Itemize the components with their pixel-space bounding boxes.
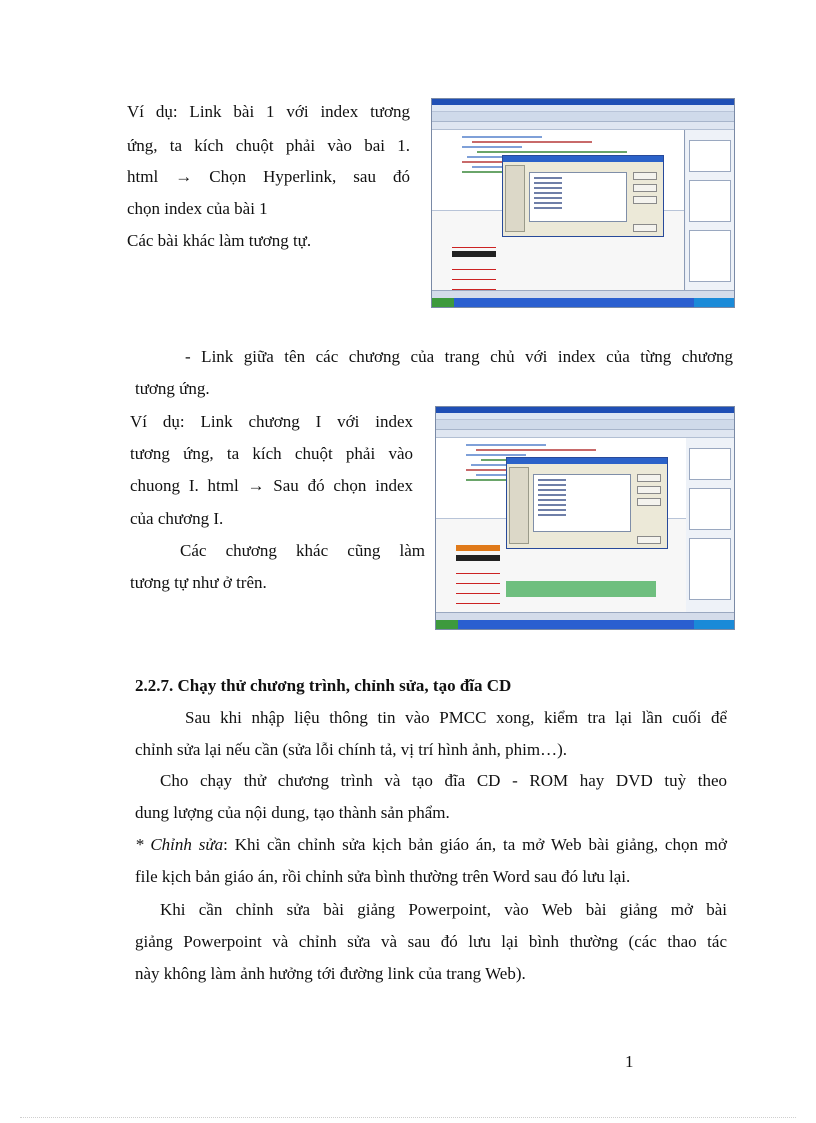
s2-line-1: Ví dụ: Link chương I với index	[130, 412, 413, 431]
s2-line-4: của chương I.	[130, 509, 224, 528]
s2-line-3: chuong I. html → Sau đó chọn index	[130, 476, 413, 495]
s3-p3-label: * Chỉnh sửa	[135, 835, 224, 854]
footer-divider	[20, 1117, 796, 1118]
screenshot-hyperlink-bai1	[431, 98, 735, 308]
page-number: 1	[625, 1052, 634, 1071]
s3-p1-line-1: Sau khi nhập liệu thông tin vào PMCC xong, kiểm tra lại lần cuối để	[185, 708, 727, 727]
s2-other-line-2: tương tự như ở trên.	[130, 573, 267, 592]
s1-other-line: Các bài khác làm tương tự.	[127, 231, 312, 250]
s3-p4-line-3: này không làm ảnh hưởng tới đường link của trang Web).	[135, 964, 526, 983]
s3-p3-rest: : Khi cần chỉnh sửa kịch bản giáo án, ta mở Web bài giảng, chọn mở	[223, 835, 727, 854]
s3-p1-line-2: chỉnh sửa lại nếu cần (sửa lỗi chính tả, vị trí hình ảnh, phim…).	[135, 740, 567, 759]
s1-line-2: ứng, ta kích chuột phải vào bai 1.	[127, 136, 410, 155]
section-heading: 2.2.7. Chạy thử chương trình, chỉnh sửa, tạo đĩa CD	[135, 676, 512, 695]
s1-line-3: html → Chọn Hyperlink, sau đó	[127, 167, 410, 186]
s2-intro-line-1: - Link giữa tên các chương của trang chủ với index của từng chương	[185, 347, 733, 366]
s3-p2-line-2: dung lượng của nội dung, tạo thành sản phẩm.	[135, 803, 450, 822]
s1-line-4: chọn index của bài 1	[127, 199, 268, 218]
s3-p2-line-1: Cho chạy thử chương trình và tạo đĩa CD - ROM hay DVD tuỳ theo	[160, 771, 727, 790]
screenshot-hyperlink-chuong1	[435, 406, 735, 630]
s3-p4-line-1: Khi cần chỉnh sửa bài giảng Powerpoint, vào Web bài giảng mở bài	[160, 900, 727, 919]
s2-other-line-1: Các chương khác cũng làm	[180, 541, 425, 560]
s2-line-2: tương ứng, ta kích chuột phải vào	[130, 444, 413, 463]
s3-p3-line-2: file kịch bản giáo án, rồi chỉnh sửa bình thường trên Word sau đó lưu lại.	[135, 867, 631, 886]
s2-intro-line-2: tương ứng.	[135, 379, 210, 398]
s3-p3-line-1	[135, 828, 727, 862]
s1-line-1: Ví dụ: Link bài 1 với index tương	[127, 102, 410, 121]
s3-p4-line-2: giảng Powerpoint và chỉnh sửa và sau đó lưu lại bình thường (các thao tác	[135, 932, 727, 951]
